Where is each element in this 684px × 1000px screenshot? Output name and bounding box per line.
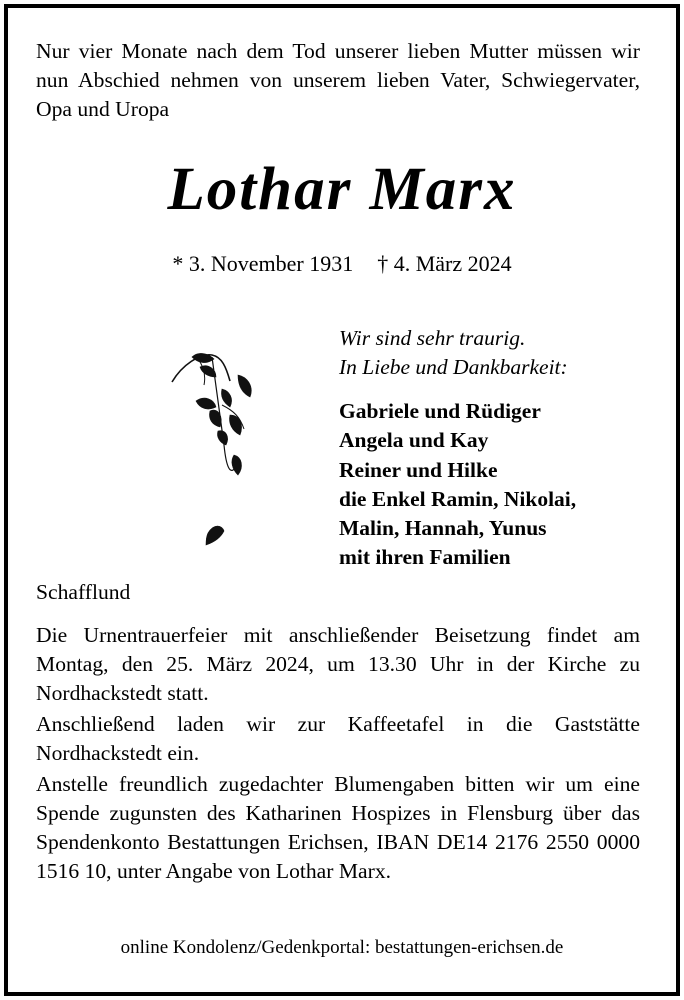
condolence-portal-footer: online Kondolenz/Gedenkportal: bestattungen-erichsen.de [120, 937, 564, 958]
details-paragraph: Die Urnentrauerfeier mit anschließender Beisetzung findet am Montag, den 25. März 2024, um 13.30 Uhr in der Kirche zu Nordhackstedt statt. [36, 623, 640, 705]
sentiment-line: In Liebe und Dankbarkeit: [339, 355, 568, 379]
birch-branch-icon [160, 345, 270, 565]
death-date: † 4. März 2024 [377, 251, 512, 276]
family-line: Gabriele und Rüdiger [339, 399, 541, 423]
family-line: Malin, Hannah, Yunus [339, 516, 547, 541]
details-paragraph: Anschließend laden wir zur Kaffeetafel in die Gaststätte Nordhackstedt ein. [36, 712, 640, 765]
family-line: mit ihren Familien [339, 545, 511, 570]
funeral-details [36, 621, 640, 888]
family-line: Angela und Kay [339, 428, 489, 453]
sentiment-text [339, 324, 659, 382]
deceased-name: Lothar Marx [167, 156, 517, 223]
birth-date: * 3. November 1931 [172, 251, 354, 276]
life-dates [0, 249, 684, 279]
family-list [339, 397, 659, 573]
family-line: Reiner und Hilke [339, 457, 498, 482]
sentiment-line: Wir sind sehr traurig. [339, 326, 526, 350]
family-line: die Enkel Ramin, Nikolai, [339, 486, 577, 511]
intro-text: Nur vier Monate nach dem Tod unserer lieben Mutter müssen wir nun Abschied nehmen von unserem lieben Vater, Schwiegervater, Opa und Uropa [36, 39, 640, 121]
place-name: Schafflund [36, 580, 131, 604]
details-paragraph: Anstelle freundlich zugedachter Blumengaben bitten wir um eine Spende zugunsten des Katharinen Hospizes in Flensburg über das Spendenkonto Bestattungen Erichsen, IBAN DE14 2176 2550 0000 1516 10, unter Angabe von Lothar Marx. [36, 772, 640, 883]
